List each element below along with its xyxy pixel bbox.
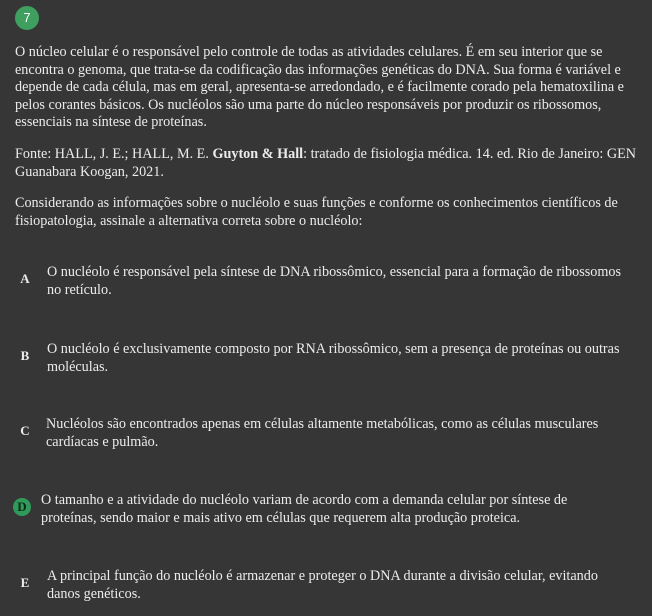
source-title: Guyton & Hall bbox=[212, 146, 304, 162]
option-text: O nucléolo é exclusivamente composto por RNA ribossômico, sem a presença de proteínas ou outras moléculas. bbox=[47, 341, 620, 375]
option-text: Nucléolos são encontrados apenas em células altamente metabólicas, como as células musculares cardíacas e pulmão. bbox=[46, 416, 599, 450]
option-letter: E bbox=[20, 575, 30, 590]
question-number-badge: 7 bbox=[15, 6, 39, 30]
option-text: O nucléolo é responsável pela síntese de DNA ribossômico, essencial para a formação de ribossomos no retículo. bbox=[47, 264, 622, 298]
option-letter: C bbox=[20, 423, 30, 438]
option-b[interactable] bbox=[15, 339, 645, 389]
option-d[interactable] bbox=[15, 490, 645, 540]
question-intro: O núcleo celular é o responsável pelo controle de todas as atividades celulares. É em seu interior que se encontra o genoma, que trata-se da codificação das informações genéticas do DNA. Sua forma é variável e depende de cada célula, mas em geral, apresenta-se arredondado, e é facilmente corado pela hematoxilina e pelos corantes básicos. Os nucléolos são uma parte do núcleo responsáveis por produzir os ribossomos, essenciais na síntese de proteínas. bbox=[15, 44, 624, 130]
option-letter: B bbox=[20, 348, 30, 363]
option-a[interactable] bbox=[15, 262, 645, 312]
source-suffix: : tratado de fisiologia médica. 14. ed. Rio de Janeiro: GEN Guanabara Koogan, 2021. bbox=[15, 146, 637, 180]
option-letter: A bbox=[20, 271, 30, 286]
option-c[interactable] bbox=[15, 414, 645, 464]
option-letter-selected: D bbox=[13, 498, 31, 516]
question-prompt: Considerando as informações sobre o nucléolo e suas funções e conforme os conhecimentos científicos de fisiopatologia, assinale a alternativa correta sobre o nucléolo: bbox=[15, 195, 618, 229]
option-text: O tamanho e a atividade do nucléolo variam de acordo com a demanda celular por síntese de proteínas, sendo maior e mais ativo em células que requerem alta produção proteica. bbox=[41, 492, 568, 526]
question-source bbox=[15, 146, 643, 181]
option-text: A principal função do nucléolo é armazenar e proteger o DNA durante a divisão celular, evitando danos genéticos. bbox=[47, 568, 598, 602]
source-prefix: Fonte: HALL, J. E.; HALL, M. E. bbox=[15, 146, 213, 162]
option-e[interactable] bbox=[15, 566, 645, 616]
